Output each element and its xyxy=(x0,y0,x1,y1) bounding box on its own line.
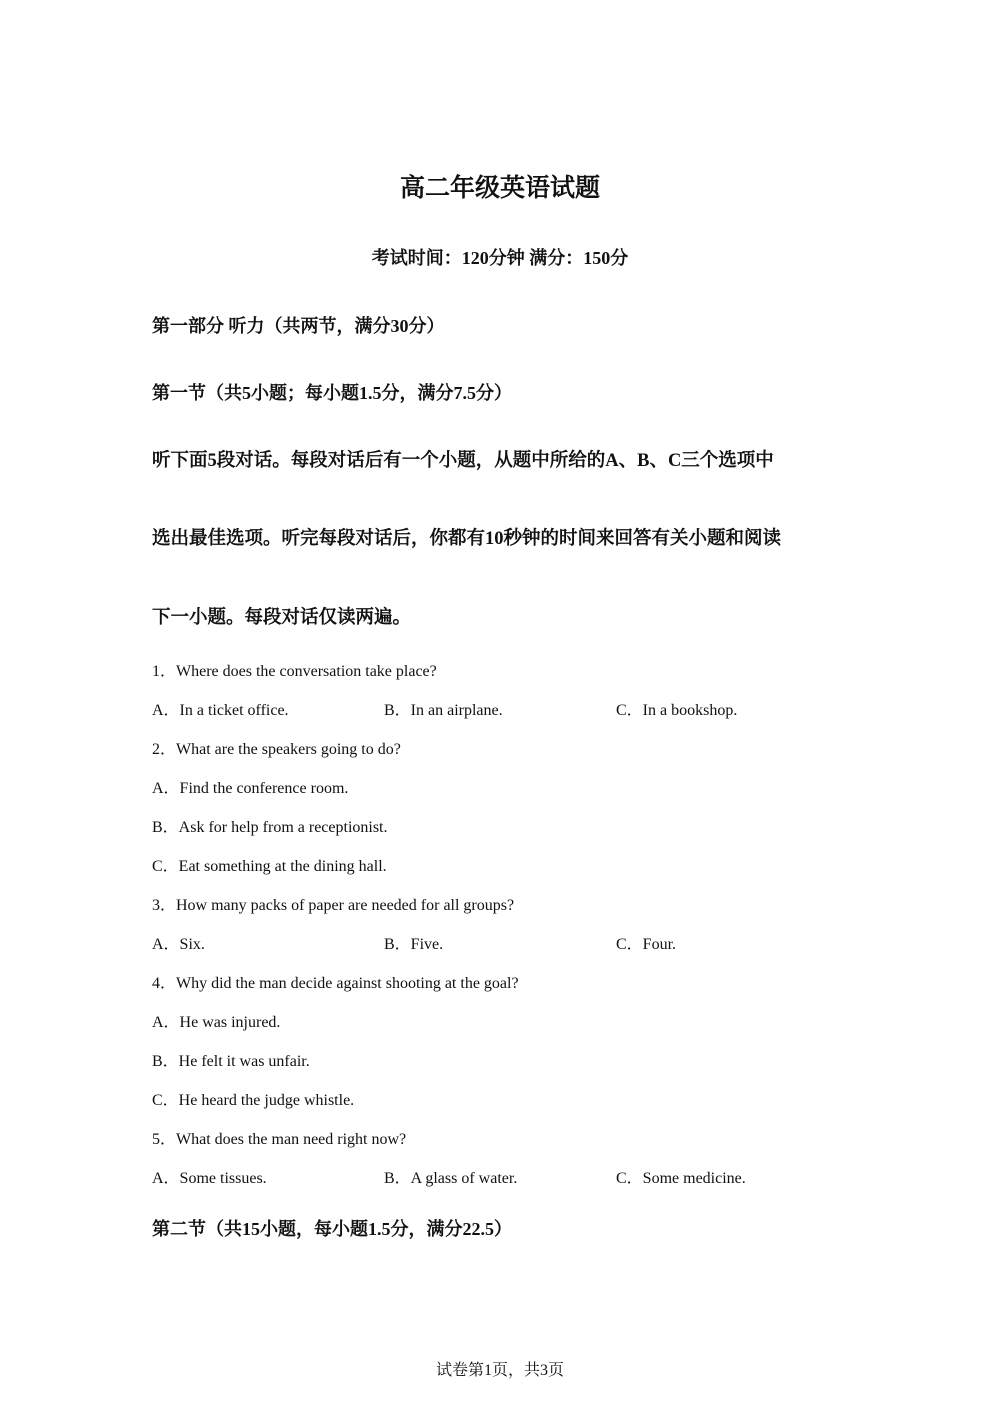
question-1-option-c: C．In a bookshop. xyxy=(616,702,738,719)
question-5-option-b: B．A glass of water. xyxy=(384,1170,518,1187)
question-5-option-c: C．Some medicine. xyxy=(616,1170,746,1187)
question-4-option-b: B．He felt it was unfair. xyxy=(152,1053,310,1070)
exam-info: 考试时间：120分钟 满分：150分 xyxy=(371,248,629,268)
page-title: 高二年级英语试题 xyxy=(399,173,600,202)
part1-heading: 第一部分 听力（共两节，满分30分） xyxy=(152,316,445,336)
question-4-option-a: A．He was injured. xyxy=(152,1014,281,1031)
section2-heading: 第二节（共15小题，每小题1.5分，满分22.5） xyxy=(152,1219,512,1239)
section1-heading: 第一节（共5小题；每小题1.5分，满分7.5分） xyxy=(152,383,512,403)
question-4-stem: 4．Why did the man decide against shooting at the goal? xyxy=(152,975,519,992)
question-5-option-a: A．Some tissues. xyxy=(152,1170,267,1187)
question-3-options xyxy=(152,931,852,953)
question-3-option-a: A．Six. xyxy=(152,936,205,953)
question-3-option-c: C．Four. xyxy=(616,936,677,953)
instruction-line-2: 选出最佳选项。听完每段对话后，你都有10秒钟的时间来回答有关小题和阅读 xyxy=(152,529,782,549)
question-3-option-b: B．Five. xyxy=(384,936,444,953)
question-4-option-c: C．He heard the judge whistle. xyxy=(152,1092,355,1109)
question-3-stem: 3．How many packs of paper are needed for all groups? xyxy=(152,897,515,914)
page-footer: 试卷第1页，共3页 xyxy=(435,1362,564,1379)
question-2-option-a: A．Find the conference room. xyxy=(152,780,349,797)
question-1-stem: 1．Where does the conversation take place? xyxy=(152,663,437,680)
question-2-option-c: C．Eat something at the dining hall. xyxy=(152,858,387,875)
question-1-option-a: A．In a ticket office. xyxy=(152,702,289,719)
question-5-options xyxy=(152,1165,852,1187)
question-1-options xyxy=(152,697,852,719)
question-2-stem: 2．What are the speakers going to do? xyxy=(152,741,401,758)
instruction-line-3: 下一小题。每段对话仅读两遍。 xyxy=(152,608,412,628)
question-5-stem: 5．What does the man need right now? xyxy=(152,1131,407,1148)
question-2-option-b: B．Ask for help from a receptionist. xyxy=(152,819,388,836)
question-1-option-b: B．In an airplane. xyxy=(384,702,503,719)
instruction-line-1: 听下面5段对话。每段对话后有一个小题，从题中所给的A、B、C三个选项中 xyxy=(152,451,774,471)
